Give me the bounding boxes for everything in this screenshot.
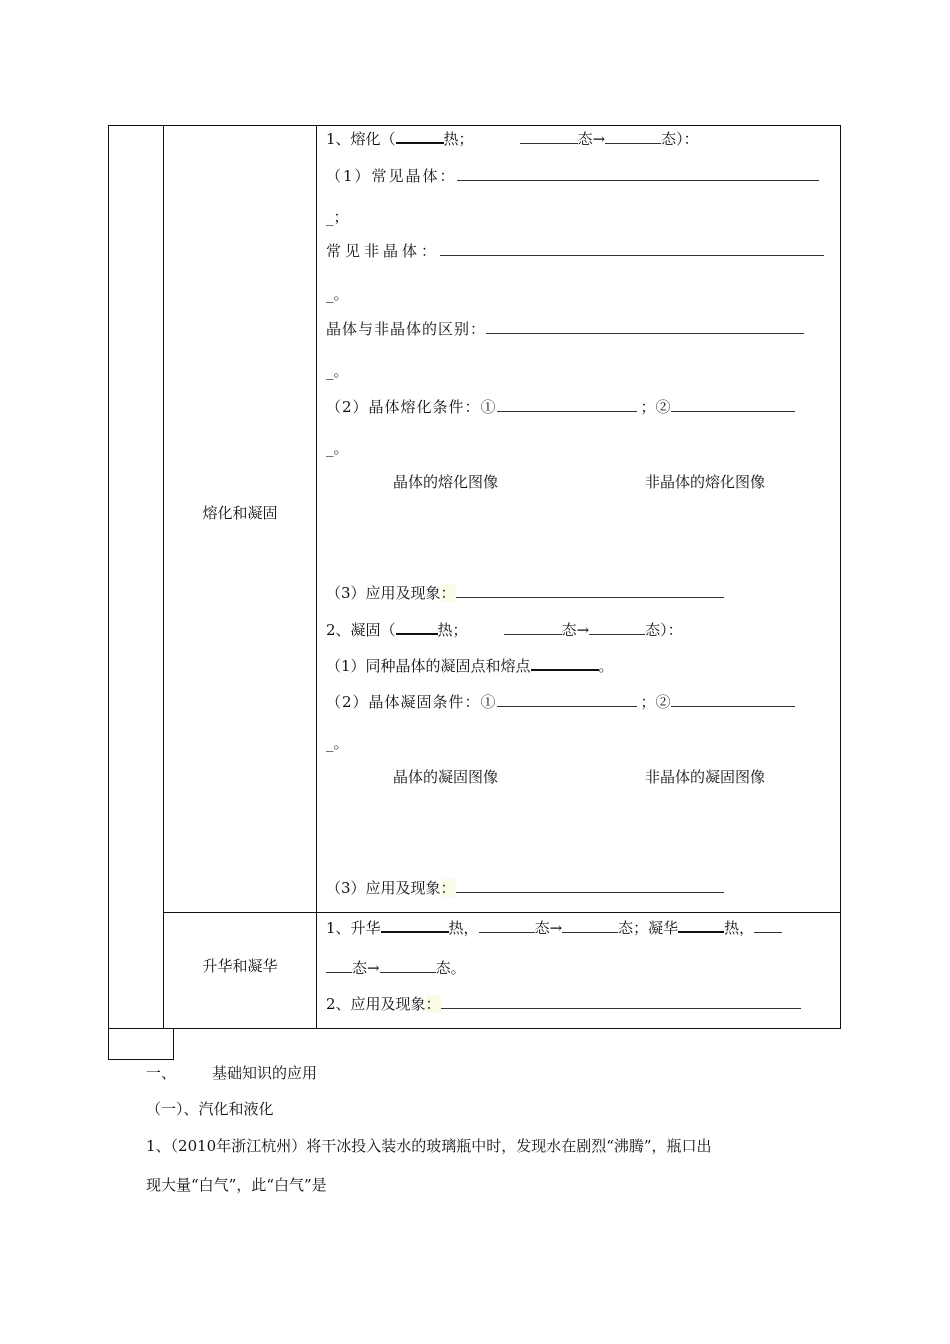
solidification-conditions-line: （2）晶体凝固条件：① ；② (326, 692, 795, 712)
common-crystals-line: （1）常见晶体： (326, 166, 819, 186)
blank (605, 129, 661, 144)
column-divider-2 (316, 125, 317, 1028)
blank (380, 958, 436, 973)
blank (396, 619, 438, 635)
blank (456, 878, 724, 893)
section-title: 基础知识的应用 (212, 1064, 318, 1082)
blank (440, 241, 824, 256)
melting-conditions-line: （2）晶体熔化条件：① ；② (326, 397, 795, 417)
sublimation-line-1: 1、升华 热， 态→ 态；凝华 热， (326, 917, 782, 938)
line-end: _。 (326, 734, 349, 752)
blank (457, 166, 819, 181)
blank (497, 692, 637, 707)
common-amorphous-line: 常见非晶体： (326, 241, 824, 261)
freezing-melting-point-line: （1）同种晶体的凝固点和熔点 。 (326, 657, 614, 675)
section-number: 一、 (146, 1064, 177, 1082)
sublimation-line-2: 态→ 态。 (326, 958, 466, 978)
blank (678, 917, 724, 933)
blank (754, 918, 782, 933)
subsection-title: （一）、汽化和液化 (146, 1100, 274, 1118)
blank (497, 397, 637, 412)
sublimation-application-line: 2、应用及现象： (326, 994, 801, 1014)
table-right-border (840, 125, 841, 1028)
row-divider (163, 912, 841, 913)
blank (520, 129, 578, 144)
question-1-line-1: 1、（2010年浙江杭州）将干冰投入装水的玻璃瓶中时，发现水在剧烈“沸腾”，瓶口出 (146, 1137, 712, 1155)
amorphous-solidification-graph-caption: 非晶体的凝固图像 (645, 768, 766, 786)
table-top-border (108, 125, 841, 126)
blank (479, 918, 535, 933)
line-end: _。 (326, 362, 349, 380)
melting-heading: 1、熔化（ 热； 态→ 态）： (326, 130, 699, 148)
amorphous-melting-graph-caption: 非晶体的熔化图像 (645, 473, 766, 491)
solidification-heading: 2、凝固（ 热； 态→ 态）： (326, 621, 683, 639)
melting-application-line: （3）应用及现象： (326, 583, 724, 603)
line-end: _。 (326, 285, 349, 303)
crystal-melting-graph-caption: 晶体的熔化图像 (393, 473, 499, 491)
blank (396, 128, 444, 144)
crystal-solidification-graph-caption: 晶体的凝固图像 (393, 768, 499, 786)
blank (504, 620, 562, 635)
line-end: _。 (326, 439, 349, 457)
stray-cell (108, 1028, 174, 1060)
solidification-application-line: （3）应用及现象： (326, 878, 724, 898)
blank (441, 994, 801, 1009)
difference-line: 晶体与非晶体的区别： (326, 319, 804, 339)
blank (562, 918, 618, 933)
table-left-border (108, 125, 109, 1028)
section-label-melting: 熔化和凝固 (202, 504, 278, 522)
question-1-line-2: 现大量“白气”，此“白气”是 (146, 1176, 327, 1194)
blank (456, 583, 724, 598)
blank (486, 319, 804, 334)
column-divider-1 (163, 125, 164, 1028)
line-end: _； (326, 208, 349, 226)
blank (671, 397, 795, 412)
blank (671, 692, 795, 707)
section-label-sublimation: 升华和凝华 (202, 957, 278, 975)
blank (531, 655, 599, 671)
blank (381, 917, 449, 933)
blank (326, 958, 352, 973)
blank (589, 620, 645, 635)
table-bottom-border (108, 1028, 841, 1029)
